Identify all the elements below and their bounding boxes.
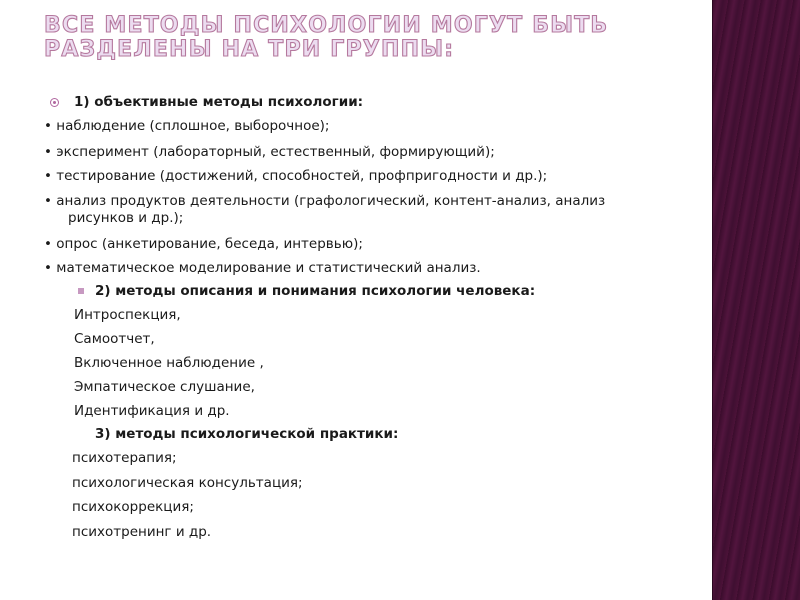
slide-title: ВСЕ МЕТОДЫ ПСИХОЛОГИИ МОГУТ БЫТЬ РАЗДЕЛЕНЫ НА ТРИ ГРУППЫ: (44, 13, 609, 62)
list-item: • наблюдение (сплошное, выборочное); (44, 118, 330, 134)
square-bullet-icon (78, 288, 84, 294)
bullet-dot-icon: • (44, 168, 52, 184)
side-band-edge (712, 0, 713, 600)
group2-heading: 2) методы описания и понимания психологии человека: (95, 283, 536, 299)
list-item: • эксперимент (лабораторный, естественный, формирующий); (44, 144, 495, 160)
decorative-side-band (712, 0, 800, 600)
list-item: Самоотчет, (74, 331, 155, 347)
group3-heading: 3) методы психологической практики: (95, 426, 399, 442)
circle-bullet-icon (50, 98, 59, 107)
list-item: Интроспекция, (74, 307, 181, 323)
list-item: Эмпатическое слушание, (74, 379, 255, 395)
list-item-continuation: рисунков и др.); (68, 210, 184, 226)
bullet-dot-icon: • (44, 118, 52, 134)
list-item: • анализ продуктов деятельности (графологический, контент-анализ, анализ (44, 193, 606, 209)
list-item: Включенное наблюдение , (74, 355, 264, 371)
bullet-dot-icon: • (44, 236, 52, 252)
list-item: психотренинг и др. (72, 524, 212, 540)
list-item: психокоррекция; (72, 499, 194, 515)
list-item: • математическое моделирование и статистический анализ. (44, 260, 481, 276)
list-item: психотерапия; (72, 450, 177, 466)
bullet-dot-icon: • (44, 144, 52, 160)
bullet-dot-icon: • (44, 260, 52, 276)
list-item: • опрос (анкетирование, беседа, интервью); (44, 236, 363, 252)
list-item: • тестирование (достижений, способностей, профпригодности и др.); (44, 168, 548, 184)
list-item: Идентификация и др. (74, 403, 230, 419)
group1-heading: 1) объективные методы психологии: (74, 94, 364, 110)
list-item: психологическая консультация; (72, 475, 303, 491)
bullet-dot-icon: • (44, 193, 52, 209)
